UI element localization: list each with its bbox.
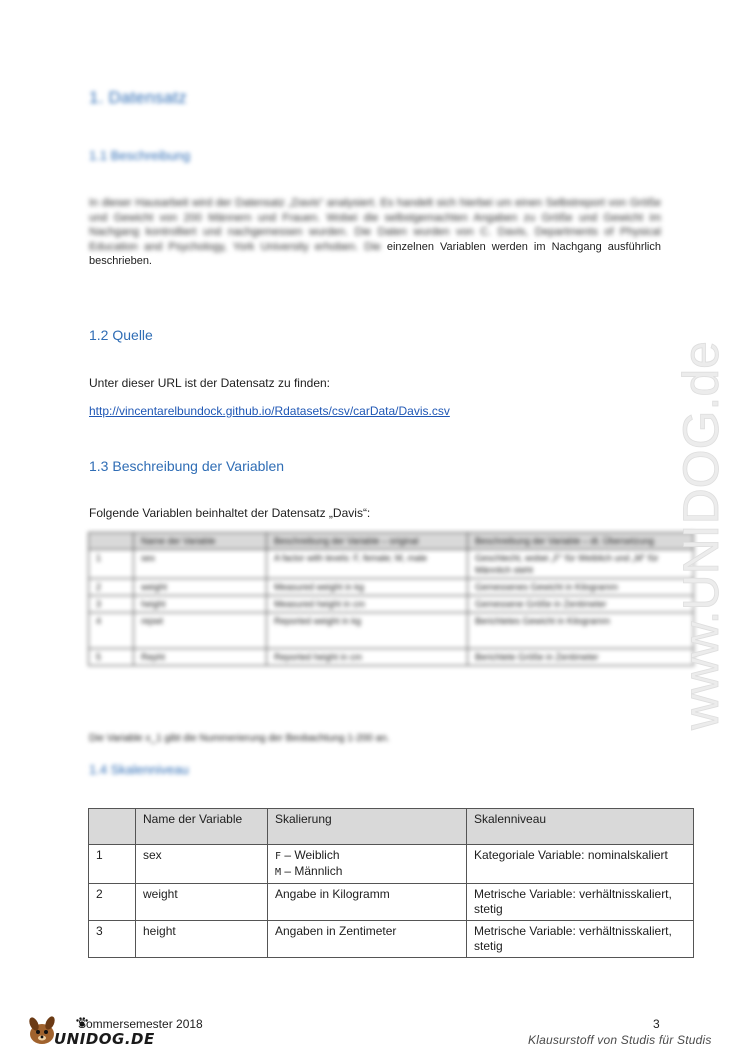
table-row: [89, 550, 694, 579]
table-header-cell: Skalierung: [268, 809, 467, 845]
blurred-description-text: In dieser Hausarbeit wird der Datensatz „Davis“ analysiert. Es handelt sich hierbei um einen Selbstreport von Größe und Gewicht von 200 Männern und Frauen. Wobei die selbstgemachten Angaben zu Größe und Gewicht im Nachgang kontrolliert und nachgemessen wurden. Die Daten wurden von C. Davis, Departments of Physical Education and Psychology, York University erhoben. Die: [89, 197, 661, 253]
table-cell: 3: [89, 596, 134, 613]
table-header-cell: Beschreibung der Variable – original: [267, 533, 468, 550]
table-cell: Angabe in Kilogramm: [268, 884, 467, 921]
table-cell: height: [136, 921, 268, 958]
dataset-url-link[interactable]: http://vincentarelbundock.github.io/Rdatasets/csv/carData/Davis.csv: [89, 404, 450, 418]
table-row: [89, 579, 694, 596]
watermark-text: www.UNIDOG.de: [673, 341, 729, 730]
table-row: [89, 613, 694, 649]
table-header-cell: Beschreibung der Variable – dt. Übersetzung: [468, 533, 694, 550]
table-cell: height: [134, 596, 267, 613]
table-cell: sex: [136, 845, 268, 884]
table-cell: weight: [134, 579, 267, 596]
table-header-cell: Skalenniveau: [467, 809, 694, 845]
watermark: [660, 280, 740, 740]
section-heading-1-1: 1.1 Beschreibung: [89, 148, 191, 163]
table-header-row: [89, 533, 694, 550]
table-header-row: [89, 809, 694, 845]
table-cell: repwt: [134, 613, 267, 649]
table-cell: [268, 845, 467, 884]
table-cell: Measured height in cm: [267, 596, 468, 613]
table-cell: 2: [89, 884, 136, 921]
table-row: [89, 845, 694, 884]
scale-line: M – Männlich: [275, 864, 343, 878]
logo-text: UNIDOG.DE: [54, 1030, 155, 1048]
table-cell: Repht: [134, 649, 267, 666]
table-cell: 1: [89, 550, 134, 579]
description-paragraph: [89, 196, 661, 269]
table-header-cell: [89, 809, 136, 845]
table-cell: Reported weight in kg: [267, 613, 468, 649]
scale-level-table: [88, 808, 694, 958]
table-cell: 3: [89, 921, 136, 958]
scale-line: F – Weiblich: [275, 848, 340, 862]
footer-tagline: Klausurstoff von Studis für Studis: [528, 1033, 712, 1047]
table-cell: sex: [134, 550, 267, 579]
table-row: [89, 884, 694, 921]
table-cell: weight: [136, 884, 268, 921]
table-cell: Measured weight in kg: [267, 579, 468, 596]
table-cell: Berichtete Größe in Zentimeter: [468, 649, 694, 666]
section-heading-1-2: 1.2 Quelle: [89, 327, 153, 343]
table-row: [89, 921, 694, 958]
visible-description-text: einzelnen Variablen werden im Nachgang ausführlich beschrieben.: [89, 240, 661, 267]
table-cell: Reported height in cm: [267, 649, 468, 666]
source-link-line: [89, 404, 450, 418]
table-cell: Gemessene Größe in Zentimeter: [468, 596, 694, 613]
table-cell: A factor with levels: F, female; M, male: [267, 550, 468, 579]
section-heading-1-4: 1.4 Skalenniveau: [89, 762, 189, 777]
variables-description-table: [88, 532, 694, 666]
table-cell: Angaben in Zentimeter: [268, 921, 467, 958]
table-header-cell: [89, 533, 134, 550]
table-cell: Kategoriale Variable: nominalskaliert: [467, 845, 694, 884]
source-text: Unter dieser URL ist der Datensatz zu finden:: [89, 376, 331, 390]
table-row: [89, 596, 694, 613]
variable-note: Die Variable x_1 gibt die Nummerierung der Beobachtung 1-200 an.: [89, 733, 390, 744]
dog-mascot-icon: [27, 1015, 56, 1044]
section-heading-1: 1. Datensatz: [89, 88, 187, 107]
table-cell: 1: [89, 845, 136, 884]
table-cell: Metrische Variable: verhältnisskaliert, stetig: [467, 921, 694, 958]
semester-text: Sommersemester 2018: [78, 1017, 203, 1031]
table-cell: Geschlecht, wobei „F“ für Weiblich und „M“ für Männlich steht: [468, 550, 694, 579]
table-cell: 4: [89, 613, 134, 649]
page-number: 3: [653, 1017, 660, 1031]
table-row: [89, 649, 694, 666]
table-header-cell: Name der Variable: [136, 809, 268, 845]
variables-intro-text: Folgende Variablen beinhaltet der Datensatz „Davis“:: [89, 506, 371, 520]
footer-semester: [78, 1017, 203, 1031]
table-cell: Gemessenes Gewicht in Kilogramm: [468, 579, 694, 596]
table-header-cell: Name der Variable: [134, 533, 267, 550]
table-cell: 5: [89, 649, 134, 666]
table-cell: 2: [89, 579, 134, 596]
section-heading-1-3: 1.3 Beschreibung der Variablen: [89, 458, 285, 474]
table-cell: Metrische Variable: verhältnisskaliert, stetig: [467, 884, 694, 921]
table-cell: Berichtetes Gewicht in Kilogramm: [468, 613, 694, 649]
